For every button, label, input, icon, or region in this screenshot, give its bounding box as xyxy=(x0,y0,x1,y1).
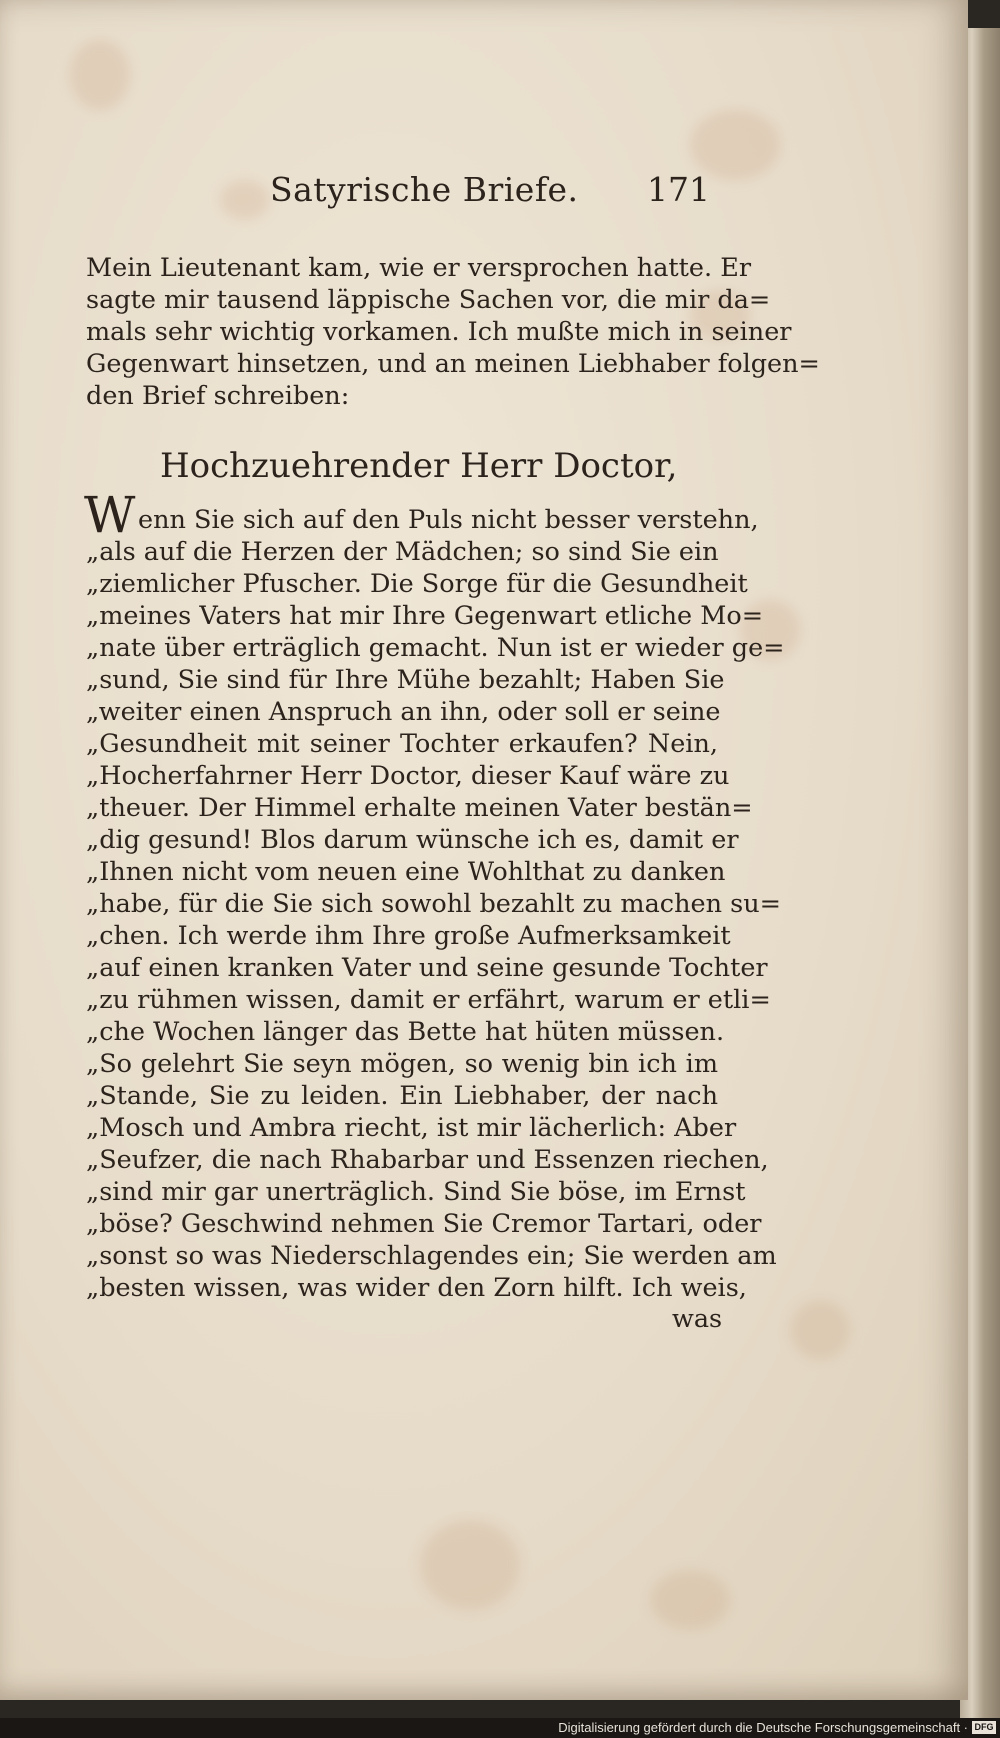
letter-line: „Ihnen nicht vom neuen eine Wohlthat zu danken xyxy=(86,857,726,887)
letter-line: „che Wochen länger das Bette hat hüten müssen. xyxy=(86,1017,725,1047)
letter-line: „dig gesund! Blos darum wünsche ich es, damit er xyxy=(86,825,739,855)
letter-line: „habe, für die Sie sich sowohl bezahlt zu machen su= xyxy=(86,889,781,919)
funding-credit: Digitalisierung gefördert durch die Deutsche Forschungsgemeinschaft · xyxy=(558,1720,968,1735)
paper-stain xyxy=(650,1570,730,1630)
text-line: mals sehr wichtig vorkamen. Ich mußte mich in seiner xyxy=(86,317,792,347)
paper-stain xyxy=(70,40,130,110)
letter-salutation: Hochzuehrender Herr Doctor, xyxy=(160,446,678,486)
letter-dropcap: W xyxy=(84,486,136,544)
letter-line: „Seufzer, die nach Rhabarbar und Essenzen riechen, xyxy=(86,1145,769,1175)
letter-line: „böse? Geschwind nehmen Sie Cremor Tartari, oder xyxy=(86,1209,762,1239)
footer-bar xyxy=(0,1718,1000,1738)
letter-line: „als auf die Herzen der Mädchen; so sind Sie ein xyxy=(86,537,719,567)
text-line: sagte mir tausend läppische Sachen vor, die mir da= xyxy=(86,285,771,315)
letter-line: „Hocherfahrner Herr Doctor, dieser Kauf wäre zu xyxy=(86,761,730,791)
running-title: Satyrische Briefe. xyxy=(270,170,579,209)
page-number: 171 xyxy=(647,170,710,209)
letter-line: „besten wissen, was wider den Zorn hilft. Ich weis, xyxy=(86,1273,747,1303)
letter-line: „Mosch und Ambra riecht, ist mir lächerlich: Aber xyxy=(86,1113,737,1143)
letter-line: enn Sie sich auf den Puls nicht besser verstehn, xyxy=(138,505,759,535)
letter-line: „sund, Sie sind für Ihre Mühe bezahlt; Haben Sie xyxy=(86,665,725,695)
paper-stain xyxy=(420,1520,520,1610)
letter-line: „meines Vaters hat mir Ihre Gegenwart etliche Mo= xyxy=(86,601,764,631)
letter-line: „Stande, Sie zu leiden. Ein Liebhaber, der nach xyxy=(86,1081,718,1111)
letter-line: „sonst so was Niederschlagendes ein; Sie werden am xyxy=(86,1241,777,1271)
paper-stain xyxy=(790,1300,850,1360)
letter-line: „So gelehrt Sie seyn mögen, so wenig bin ich im xyxy=(86,1049,718,1079)
letter-line: „auf einen kranken Vater und seine gesunde Tochter xyxy=(86,953,768,983)
letter-line: „theuer. Der Himmel erhalte meinen Vater bestän= xyxy=(86,793,753,823)
text-line: den Brief schreiben: xyxy=(86,381,350,411)
letter-line: „weiter einen Anspruch an ihn, oder soll er seine xyxy=(86,697,721,727)
catchword: was xyxy=(672,1304,723,1334)
text-line: Gegenwart hinsetzen, und an meinen Liebhaber folgen= xyxy=(86,349,820,379)
letter-line: „zu rühmen wissen, damit er erfährt, warum er etli= xyxy=(86,985,771,1015)
letter-line: „nate über erträglich gemacht. Nun ist er wieder ge= xyxy=(86,633,785,663)
dfg-logo: DFG xyxy=(972,1721,996,1734)
letter-line: „chen. Ich werde ihm Ihre große Aufmerksamkeit xyxy=(86,921,731,951)
text-line: Mein Lieutenant kam, wie er versprochen hatte. Er xyxy=(86,253,752,283)
letter-line: „Gesundheit mit seiner Tochter erkaufen? Nein, xyxy=(86,729,718,759)
letter-line: „sind mir gar unerträglich. Sind Sie böse, im Ernst xyxy=(86,1177,746,1207)
letter-line: „ziemlicher Pfuscher. Die Sorge für die Gesundheit xyxy=(86,569,748,599)
page-header xyxy=(230,170,710,220)
